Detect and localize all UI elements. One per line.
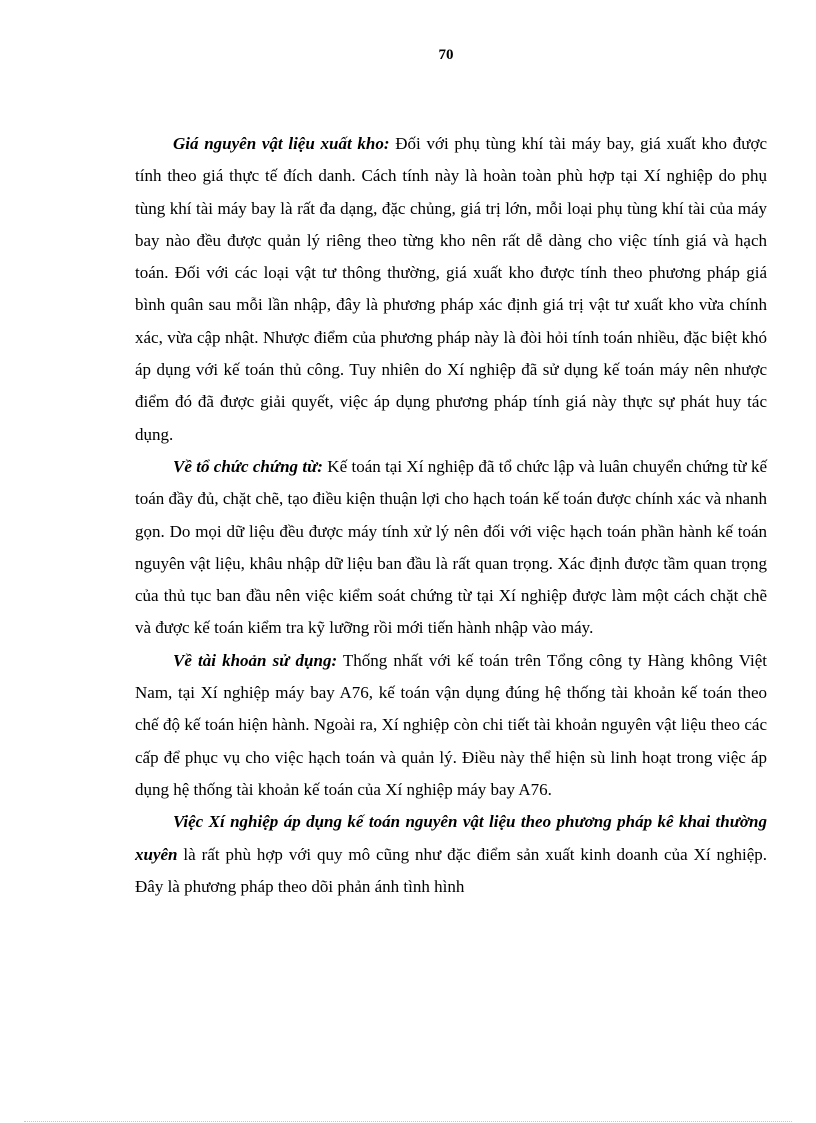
page-bottom-divider: [24, 1121, 792, 1122]
document-body: [135, 128, 767, 903]
paragraph-heading: Về tài khoản sử dụng:: [173, 650, 338, 670]
paragraph-accounts: [135, 645, 767, 806]
paragraph-heading: Giá nguyên vật liệu xuất kho:: [173, 134, 390, 153]
paragraph-text: là rất phù hợp với quy mô cũng như đặc điểm sản xuất kinh doanh của Xí nghiệp. Đây là phương pháp theo dõi phản ánh tình hình: [135, 844, 767, 896]
paragraph-text: Kế toán tại Xí nghiệp đã tổ chức lập và luân chuyển chứng từ kế toán đầy đủ, chặt chẽ, tạo điều kiện thuận lợi cho hạch toán kế toán được chính xác và nhanh gọn. Do mọi dữ liệu đều được máy tính xử lý nên đối với việc hạch toán phần hành kế toán nguyên vật liệu, khâu nhập dữ liệu ban đầu là rất quan trọng. Xác định được tầm quan trọng của thủ tục ban đầu nên việc kiểm soát chứng từ tại Xí nghiệp được làm một cách chặt chẽ và được kế toán kiểm tra kỹ lưỡng rồi mới tiến hành nhập vào máy.: [135, 456, 768, 638]
paragraph-method: [135, 806, 767, 903]
paragraph-text: Đối với phụ tùng khí tài máy bay, giá xuất kho được tính theo giá thực tế đích danh. Cách tính này là hoàn toàn phù hợp tại Xí nghiệp do phụ tùng khí tài máy bay là rất đa dạng, đặc chủng, giá trị lớn, mỗi loại phụ tùng khí tài của máy bay nào đều được quản lý riêng theo từng kho nên rất dễ dàng cho việc tính giá và hạch toán. Đối với các loại vật tư thông thường, giá xuất kho được tính theo phương pháp giá bình quân sau mỗi lần nhập, đây là phương pháp xác định giá trị vật tư xuất kho vừa chính xác, vừa cập nhật. Nhược điểm của phương pháp này là đòi hỏi tính toán nhiều, đặc biệt khó áp dụng với kế toán thủ công. Tuy nhiên do Xí nghiệp đã sử dụng kế toán máy nên nhược điểm đó đã được giải quyết, việc áp dụng phương pháp tính giá này thực sự phát huy tác dụng.: [135, 134, 767, 444]
paragraph-text: Thống nhất với kế toán trên Tổng công ty Hàng không Việt Nam, tại Xí nghiệp máy bay A76, kế toán vận dụng đúng hệ thống tài khoản kế toán theo chế độ kế toán hiện hành. Ngoài ra, Xí nghiệp còn chi tiết tài khoản nguyên vật liệu theo các cấp để phục vụ cho việc hạch toán và quản lý. Điều này thể hiện sù linh hoạt trong việc áp dụng hệ thống tài khoản kế toán của Xí nghiệp máy bay A76.: [135, 650, 767, 799]
page-number: 70: [438, 47, 454, 63]
paragraph-heading: Về tổ chức chứng từ:: [173, 456, 323, 476]
paragraph-export-price: [135, 128, 767, 451]
paragraph-vouchers: [135, 451, 767, 645]
paragraph-heading: Việc Xí nghiệp áp dụng kế toán nguyên vật liệu theo phương pháp kê khai thường xuyên: [135, 812, 767, 864]
